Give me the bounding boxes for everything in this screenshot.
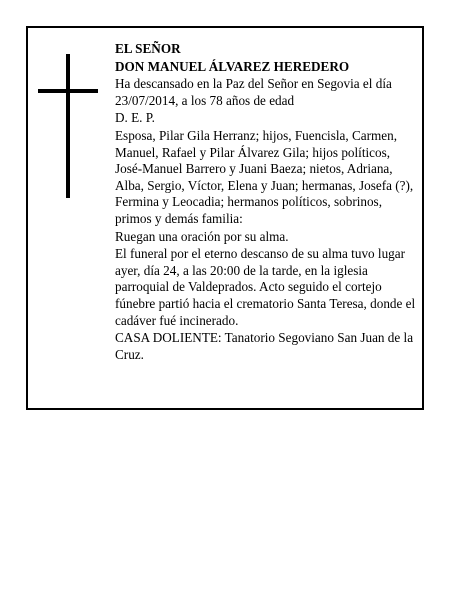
obituary-notice: [26, 26, 424, 410]
deceased-name: DON MANUEL ÁLVAREZ HEREDERO: [115, 58, 350, 74]
prayer-request: Ruegan una oración por su alma.: [115, 228, 289, 244]
cross-horizontal-bar: [38, 89, 98, 93]
cross-vertical-bar: [66, 54, 70, 198]
rip-line: D. E. P.: [115, 110, 155, 126]
obituary-text: [115, 41, 417, 364]
death-info: Ha descansado en la Paz del Señor en Segovia el día 23/07/2014, a los 78 años de edad: [115, 76, 392, 108]
funeral-details: El funeral por el eterno descanso de su alma tuvo lugar ayer, día 24, a las 20:00 de la tarde, en la iglesia parroquial de Valdeprados. Acto seguido el cortejo fúnebre partió hacia el crematorio Santa Teresa, donde el cadáver fué incinerado.: [115, 246, 416, 328]
mourning-house: CASA DOLIENTE: Tanatorio Segoviano San Juan de la Cruz.: [115, 330, 414, 362]
title-line-1: EL SEÑOR: [115, 41, 181, 56]
cross-icon: [38, 54, 98, 198]
family-list: Esposa, Pilar Gila Herranz; hijos, Fuencisla, Carmen, Manuel, Rafael y Pilar Álvarez Gila; hijos políticos, José-Manuel Barrero y Juani Baeza; nietos, Adriana, Alba, Sergio, Víctor, Elena y Juan; hermanas, Josefa (?), Fermina y Leocadia; hermanos políticos, sobrinos, primos y demás familia:: [115, 127, 414, 226]
